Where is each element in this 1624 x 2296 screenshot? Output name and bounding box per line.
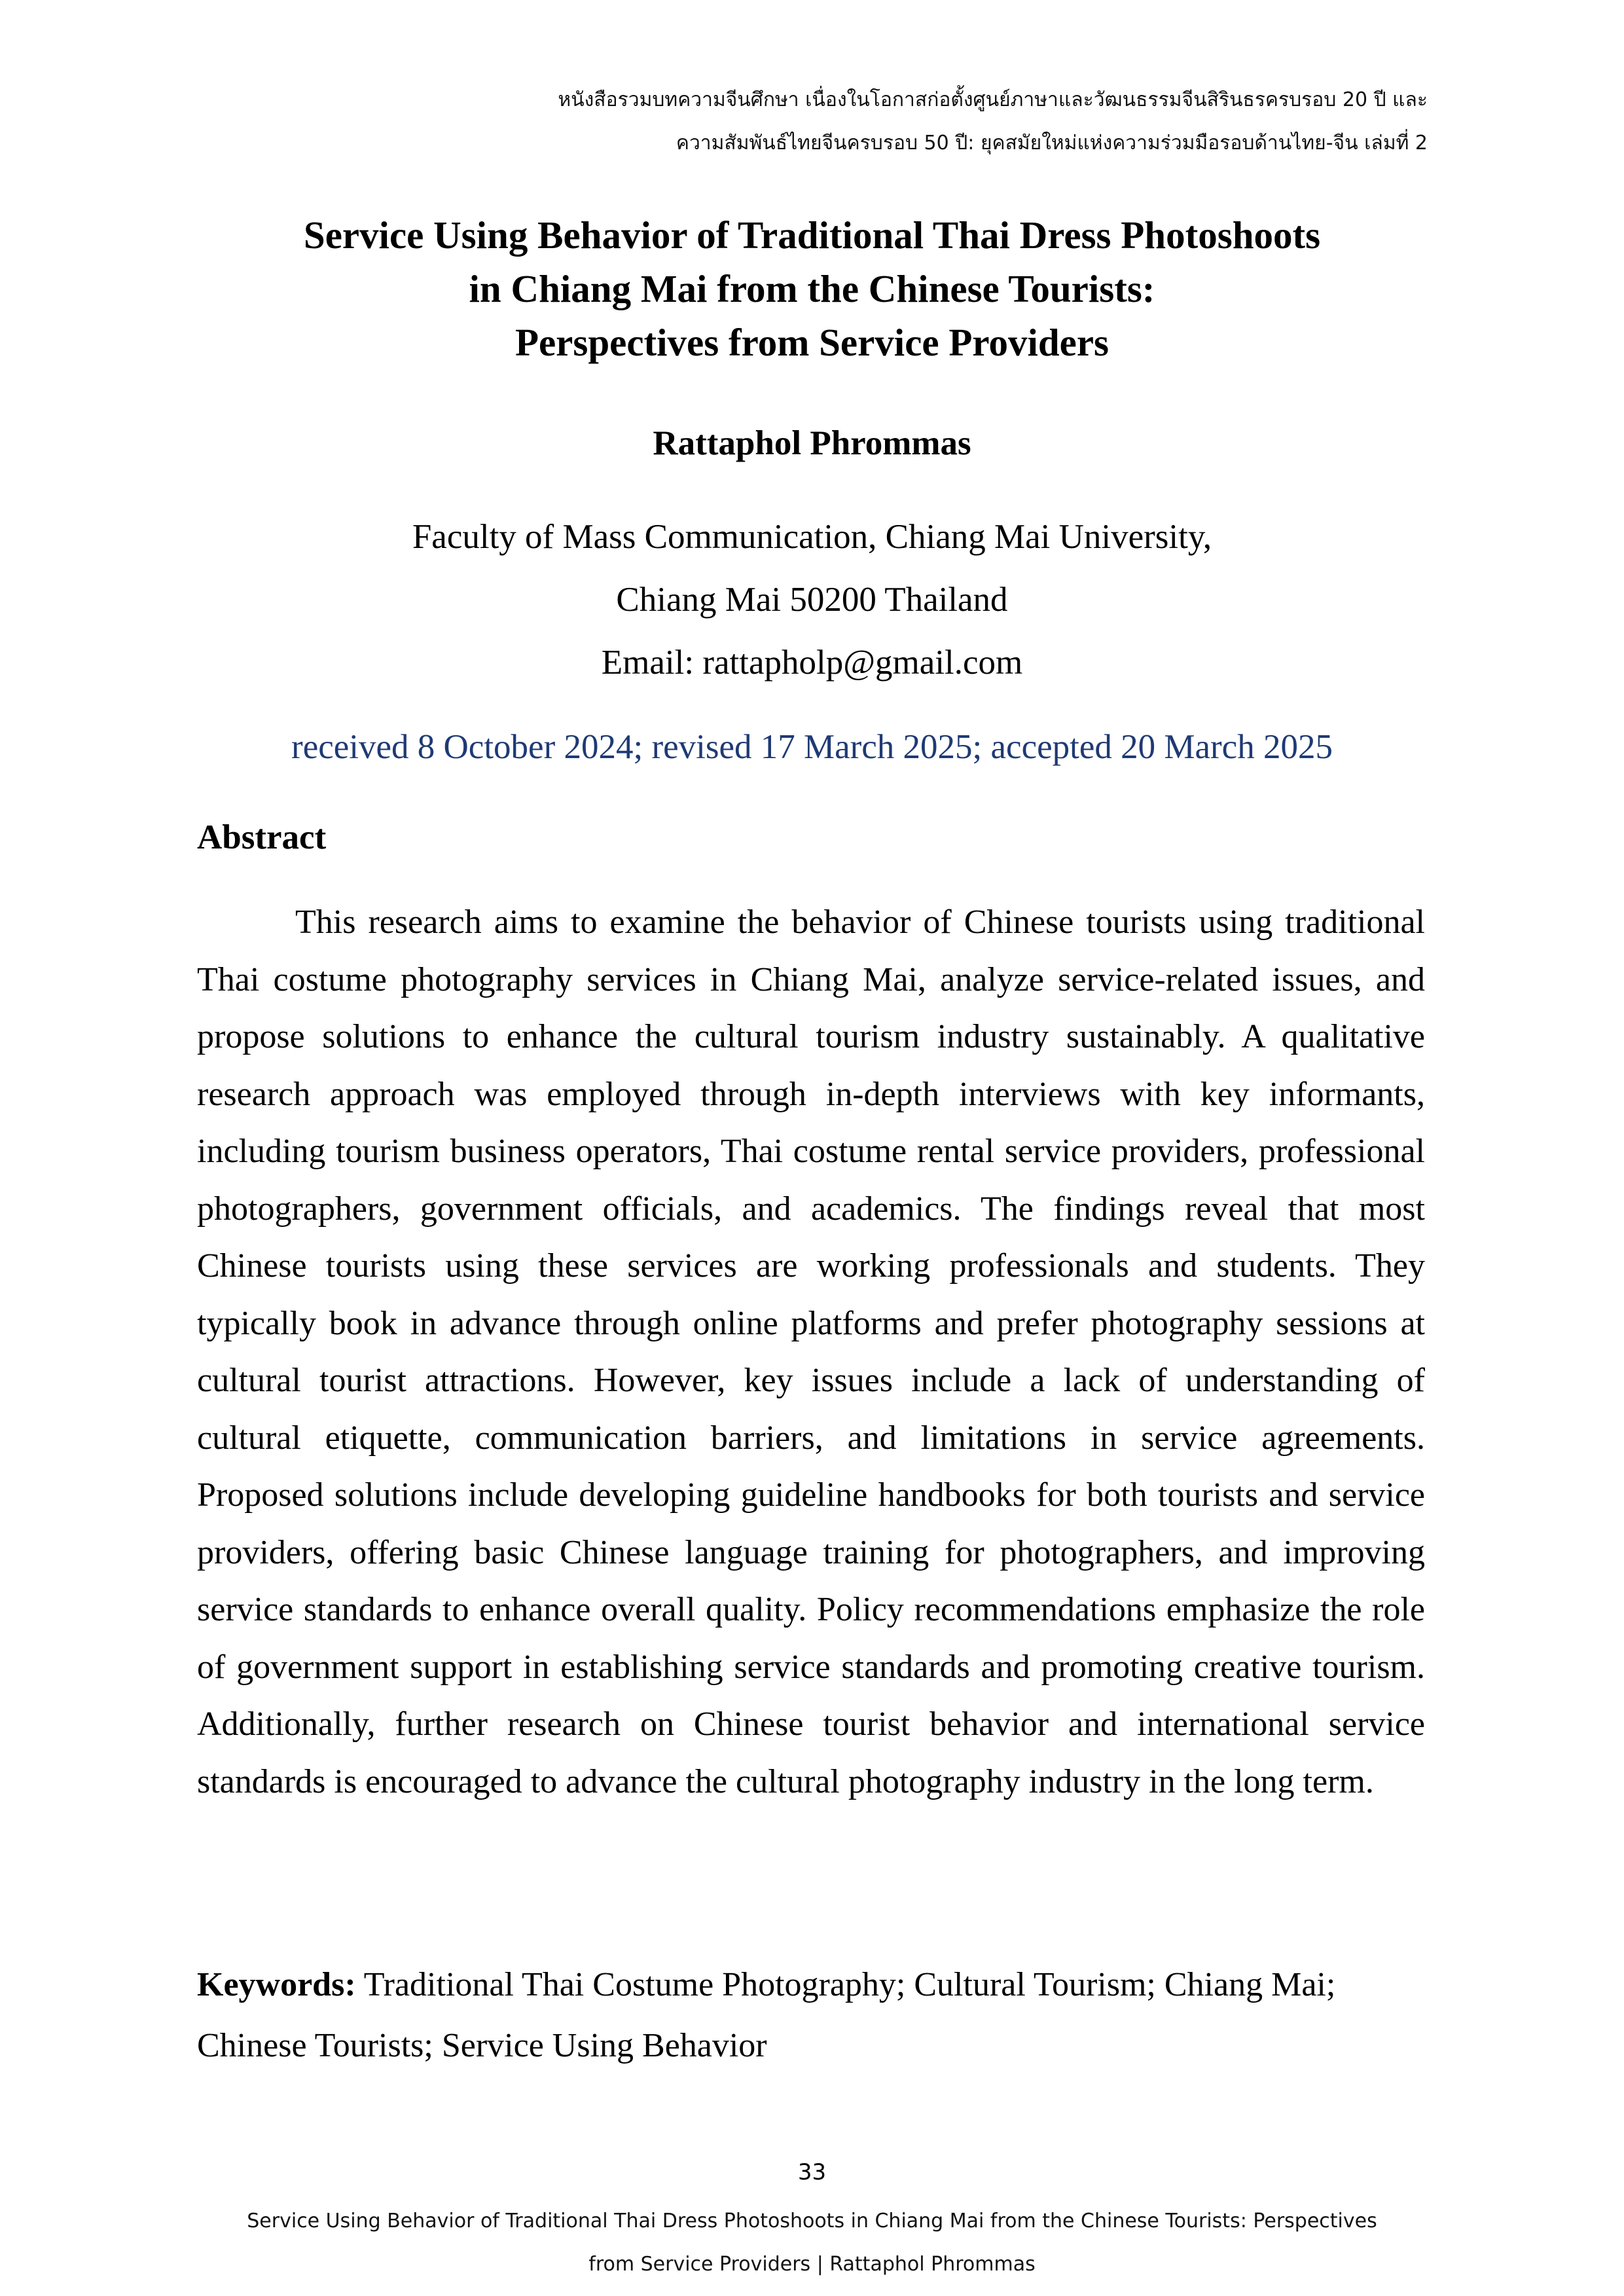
affiliation-line-2: Chiang Mai 50200 Thailand <box>616 581 1008 619</box>
paper-title <box>157 208 1467 369</box>
running-head-line-1: หนังสือรวมบทความจีนศึกษา เนื่องในโอกาสก่อตั้งศูนย์ภาษาและวัฒนธรรมจีนสิรินธรครบรอบ 20 ปี และ <box>558 88 1428 111</box>
page-footer <box>157 2200 1467 2286</box>
abstract-body: This research aims to examine the behavior of Chinese tourists using traditional Thai costume photography services in Chiang Mai, analyze service-related issues, and propose solutions to enhance the cultural tourism industry sustainably. A qualitative research approach was employed through in-depth interviews with key informants, including tourism business operators, Thai costume rental service providers, professional photographers, government officials, and academics. The findings reveal that most Chinese tourists using these services are working professionals and students. They typically book in advance through online platforms and prefer photography sessions at cultural tourist attractions. However, key issues include a lack of understanding of cultural etiquette, communication barriers, and limitations in service agreements. Proposed solutions include developing guideline handbooks for both tourists and service providers, offering basic Chinese language training for photographers, and improving service standards to enhance overall quality. Policy recommendations emphasize the role of government support in establishing service standards and promoting creative tourism. Additionally, further research on Chinese tourist behavior and international service standards is encouraged to advance the cultural photography industry in the long term. <box>197 903 1425 1800</box>
running-head <box>118 79 1428 165</box>
running-head-line-2: ความสัมพันธ์ไทยจีนครบรอบ 50 ปี: ยุคสมัยใหม่แห่งความร่วมมือรอบด้านไทย-จีน เล่มที่ 2 <box>676 132 1428 155</box>
abstract-heading: Abstract <box>197 818 327 856</box>
page-number: 33 <box>797 2159 827 2185</box>
footer-line-1: Service Using Behavior of Traditional Thai Dress Photoshoots in Chiang Mai from the Chinese Tourists: Perspectives <box>247 2210 1377 2232</box>
keywords-list: Traditional Thai Costume Photography; Cultural Tourism; Chiang Mai; Chinese Tourists; Service Using Behavior <box>197 1966 1336 2064</box>
author-name: Rattaphol Phrommas <box>653 424 971 462</box>
title-line-3: Perspectives from Service Providers <box>514 321 1110 364</box>
author-email: Email: rattapholp@gmail.com <box>601 644 1023 682</box>
submission-history: received 8 October 2024; revised 17 March 2025; accepted 20 March 2025 <box>291 728 1333 766</box>
title-line-2: in Chiang Mai from the Chinese Tourists: <box>469 267 1155 310</box>
title-line-1: Service Using Behavior of Traditional Thai Dress Photoshoots <box>303 213 1321 257</box>
footer-line-2: from Service Providers | Rattaphol Phrommas <box>588 2253 1036 2276</box>
affiliation-line-1: Faculty of Mass Communication, Chiang Mai University, <box>412 518 1212 556</box>
author-affiliation <box>157 505 1467 694</box>
keywords-label: Keywords: <box>197 1966 356 2003</box>
keywords <box>197 1954 1425 2076</box>
